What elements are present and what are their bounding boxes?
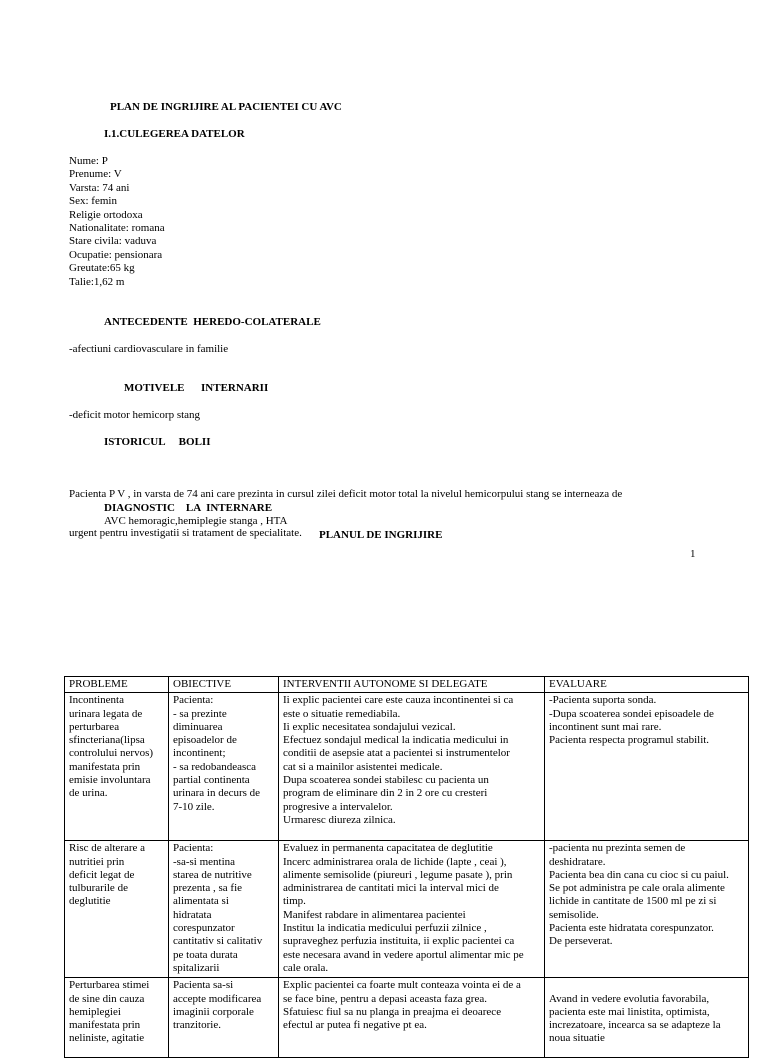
- cell-line: urinara in decurs de: [173, 787, 261, 800]
- cell-line: [549, 979, 744, 992]
- cell-line: Perturbarea stimei: [69, 979, 150, 992]
- antecedents-text: -afectiuni cardiovasculare in familie: [69, 343, 229, 355]
- cell-line: incontinent;: [173, 747, 226, 760]
- cell-line: 7-10 zile.: [173, 800, 215, 813]
- cell-line: Incerc administrarea orala de lichide (lapte , ceai ),: [283, 855, 507, 868]
- cell-line: Ii explic necesitatea sondajului vezical.: [283, 720, 456, 733]
- patient-field: Greutate:65 kg: [69, 262, 135, 275]
- evaluation-cell: [545, 978, 749, 1058]
- cell-line: tulburarile de: [69, 882, 128, 895]
- cell-line: starea de nutritive: [173, 868, 252, 881]
- cell-line: progresive a intervalelor.: [283, 800, 393, 813]
- cell-line: este necesara avand in vedere aportul alimentar mic pe: [283, 948, 524, 961]
- cell-line: hemiplegiei: [69, 1005, 121, 1018]
- cell-line: - sa redobandeasca: [173, 760, 257, 773]
- page-number: 1: [690, 548, 696, 560]
- cell-line: Pacienta sa-si: [173, 979, 234, 992]
- patient-field: Nationalitate: romana: [69, 222, 165, 235]
- cell-line: lichide in cantitate de 1500 ml pe zi si: [549, 895, 717, 908]
- cell-line: Incontinenta: [69, 694, 124, 707]
- cell-line: tranzitorie.: [173, 1019, 221, 1032]
- cell-line: timp.: [283, 895, 306, 908]
- cell-line: alimentata si: [173, 895, 229, 908]
- antecedents-heading: ANTECEDENTE HEREDO-COLATERALE: [104, 316, 321, 328]
- cell-line: Pacienta este hidratata corespunzator.: [549, 922, 714, 935]
- cell-line: emisie involuntara: [69, 774, 151, 787]
- problem-cell: [65, 841, 169, 978]
- cell-line: Explic pacientei ca foarte mult conteaza vointa ei de a: [283, 979, 521, 992]
- patient-field: Talie:1,62 m: [69, 275, 125, 288]
- history-heading: ISTORICUL BOLII: [104, 436, 211, 448]
- table-row: [65, 978, 749, 1058]
- table-row: [65, 693, 749, 841]
- patient-field: Sex: femin: [69, 195, 117, 208]
- cell-line: episoadelor de: [173, 734, 237, 747]
- cell-line: neliniste, agitatie: [69, 1032, 145, 1045]
- document-title: PLAN DE INGRIJIRE AL PACIENTEI CU AVC: [110, 101, 342, 113]
- patient-field: Stare civila: vaduva: [69, 235, 157, 248]
- cell-line: sfincteriana(lipsa: [69, 734, 145, 747]
- column-header-evaluation: EVALUARE: [545, 677, 749, 693]
- diagnosis-text: AVC hemoragic,hemiplegie stanga , HTA: [104, 515, 288, 527]
- cell-line: alimente semisolide (piureuri , legume pasate ), prin: [283, 868, 513, 881]
- cell-line: urinara legata de: [69, 707, 143, 720]
- objective-cell: [169, 978, 279, 1058]
- cell-line: Risc de alterare a: [69, 842, 146, 855]
- cell-line: pacienta este mai linistita, optimista,: [549, 1005, 710, 1018]
- cell-line: conditii de asepsie atat a pacientei si instrumentelor: [283, 747, 510, 760]
- cell-line: - sa prezinte: [173, 707, 227, 720]
- cell-line: supraveghez perfuzia instituita, ii explic pacientei ca: [283, 935, 515, 948]
- patient-field: Varsta: 74 ani: [69, 181, 130, 194]
- cell-line: De perseverat.: [549, 935, 613, 948]
- cell-line: -Dupa scoaterea sondei episoadele de: [549, 707, 714, 720]
- cell-line: cantitativ si calitativ: [173, 935, 263, 948]
- cell-line: deficit legat de: [69, 868, 135, 881]
- table-row: [65, 841, 749, 978]
- patient-field: Nume: P: [69, 155, 108, 167]
- history-line: urgent pentru investigatii si tratament de specialitate.: [69, 527, 302, 539]
- cell-line: cale orala.: [283, 961, 329, 974]
- cell-line: de sine din cauza: [69, 992, 145, 1005]
- evaluation-cell: [545, 841, 749, 978]
- cell-line: Urmaresc diureza zilnica.: [283, 813, 396, 826]
- cell-line: cat si a mainilor asistentei medicale.: [283, 760, 443, 773]
- cell-line: efectul ar putea fi negative pt ea.: [283, 1019, 427, 1032]
- cell-line: manifestata prin: [69, 1019, 141, 1032]
- objective-cell: [169, 693, 279, 841]
- section-heading-data-collection: I.1.CULEGEREA DATELOR: [104, 128, 245, 140]
- cell-line: Ii explic pacientei care este cauza incontinentei si ca: [283, 694, 514, 707]
- cell-line: -Pacienta suporta sonda.: [549, 694, 657, 707]
- diagnosis-heading: DIAGNOSTIC LA INTERNARE: [104, 502, 273, 514]
- cell-line: Sfatuiesc fiul sa nu planga in preajma ei deoarece: [283, 1005, 502, 1018]
- cell-line: este o situatie remediabila.: [283, 707, 401, 720]
- problem-cell: [65, 693, 169, 841]
- reasons-heading: MOTIVELE INTERNARII: [124, 382, 269, 394]
- cell-line: increzatoare, incearca sa se adapteze la: [549, 1019, 721, 1032]
- column-header-objectives: OBIECTIVE: [169, 677, 279, 693]
- cell-line: incontinent sunt mai rare.: [549, 720, 662, 733]
- cell-line: pe toata durata: [173, 948, 238, 961]
- cell-line: manifestata prin: [69, 760, 141, 773]
- cell-line: -sa-si mentina: [173, 855, 236, 868]
- cell-line: partial continenta: [173, 774, 250, 787]
- patient-field: Ocupatie: pensionara: [69, 248, 163, 261]
- cell-line: -pacienta nu prezinta semen de: [549, 842, 686, 855]
- history-line: Pacienta P V , in varsta de 74 ani care prezinta in cursul zilei deficit motor total la nivelul hemicorpului stang se interneaza de: [69, 488, 623, 500]
- cell-line: de urina.: [69, 787, 108, 800]
- cell-line: deglutitie: [69, 895, 111, 908]
- cell-line: spitalizarii: [173, 961, 220, 974]
- care-plan-table: [64, 676, 749, 1058]
- evaluation-cell: [545, 693, 749, 841]
- interventions-cell: [279, 978, 545, 1058]
- cell-line: nutritiei prin: [69, 855, 125, 868]
- cell-line: deshidratare.: [549, 855, 606, 868]
- cell-line: se face bine, pentru a depasi aceasta faza grea.: [283, 992, 487, 1005]
- interventions-cell: [279, 693, 545, 841]
- objective-cell: [169, 841, 279, 978]
- table-header-row: [65, 677, 749, 693]
- cell-line: accepte modificarea: [173, 992, 262, 1005]
- patient-fields: [69, 155, 165, 289]
- plan-heading: PLANUL DE INGRIJIRE: [319, 529, 443, 541]
- cell-line: perturbarea: [69, 720, 120, 733]
- cell-line: semisolide.: [549, 908, 599, 921]
- cell-line: Pacienta:: [173, 694, 214, 707]
- cell-line: noua situatie: [549, 1032, 605, 1045]
- cell-line: Se pot administra pe cale orala alimente: [549, 882, 725, 895]
- cell-line: program de eliminare din 2 in 2 ore cu cresteri: [283, 787, 488, 800]
- patient-field: Religie ortodoxa: [69, 208, 143, 221]
- cell-line: Instituı la indicatia medicului perfuzii zilnice ,: [283, 922, 487, 935]
- cell-line: Pacienta bea din cana cu cioc si cu paiul.: [549, 868, 729, 881]
- cell-line: imaginii corporale: [173, 1005, 254, 1018]
- patient-field: Prenume: V: [69, 168, 122, 181]
- interventions-cell: [279, 841, 545, 978]
- cell-line: Avand in vedere evolutia favorabila,: [549, 992, 710, 1005]
- cell-line: prezenta , sa fie: [173, 882, 243, 895]
- cell-line: diminuarea: [173, 720, 223, 733]
- cell-line: corespunzator: [173, 922, 235, 935]
- cell-line: Pacienta respecta programul stabilit.: [549, 734, 710, 747]
- column-header-problems: PROBLEME: [65, 677, 169, 693]
- cell-line: Efectuez sondajul medical la indicatia medicului in: [283, 734, 509, 747]
- column-header-interventions: INTERVENTII AUTONOME SI DELEGATE: [279, 677, 545, 693]
- cell-line: administrarea de cantitati mici la interval mici de: [283, 882, 499, 895]
- cell-line: Pacienta:: [173, 842, 214, 855]
- cell-line: Manifest rabdare in alimentarea pacientei: [283, 908, 466, 921]
- cell-line: Dupa scoaterea sondei stabilesc cu pacienta un: [283, 774, 489, 787]
- cell-line: controlului nervos): [69, 747, 154, 760]
- cell-line: hidratata: [173, 908, 212, 921]
- cell-line: Evaluez in permanenta capacitatea de deglutitie: [283, 842, 493, 855]
- reasons-text: -deficit motor hemicorp stang: [69, 409, 201, 421]
- problem-cell: [65, 978, 169, 1058]
